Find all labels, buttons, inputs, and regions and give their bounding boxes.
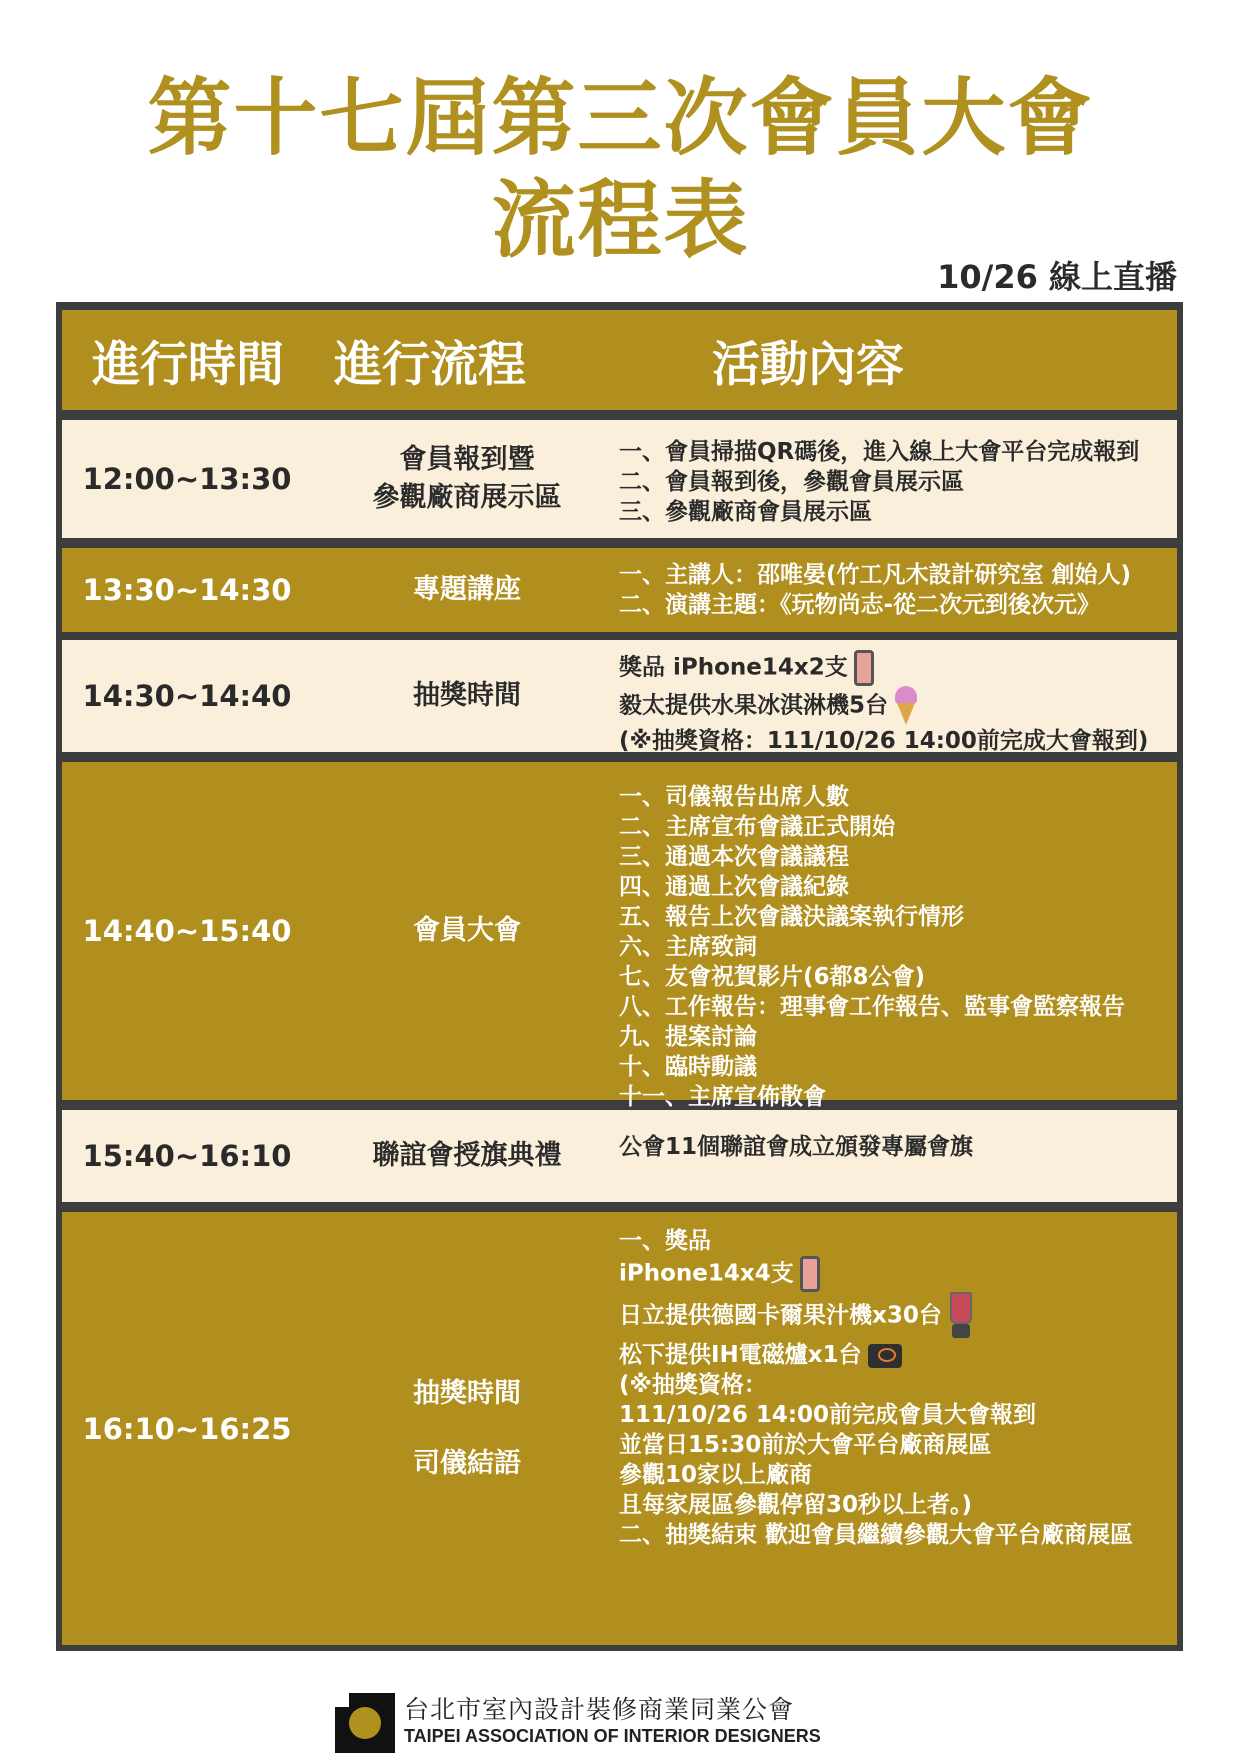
footer-name-en: TAIPEI ASSOCIATION OF INTERIOR DESIGNERS — [404, 1726, 821, 1746]
flow-line: 專題講座 — [413, 574, 521, 605]
row-flow — [312, 571, 622, 609]
table-row — [62, 420, 1177, 538]
flow-line: 參觀廠商展示區 — [372, 482, 562, 513]
ice-cream-icon — [894, 686, 918, 726]
content-line: 三、參觀廠商會員展示區 — [619, 499, 872, 525]
flow-line: 會員大會 — [413, 915, 521, 946]
content-line — [619, 1292, 1175, 1340]
table-row — [62, 1110, 1177, 1202]
content-line: 一、會員掃描QR碼後，進入線上大會平台完成報到 — [619, 439, 1140, 465]
broadcast-date: 10/26 線上直播 — [937, 258, 1177, 296]
row-content — [619, 1132, 1175, 1162]
header-time: 進行時間 — [92, 336, 285, 393]
content-line: 二、抽獎結束 歡迎會員繼續參觀大會平台廠商展區 — [619, 1522, 1134, 1548]
association-logo — [335, 1693, 395, 1753]
blender-icon — [948, 1292, 974, 1340]
header-flow: 進行流程 — [334, 336, 527, 393]
content-line: 五、報告上次會議決議案執行情形 — [619, 904, 964, 930]
prize-text: 獎品 iPhone14x2支 — [619, 654, 848, 681]
row-time: 12:00~13:30 — [82, 462, 292, 496]
row-flow — [312, 1359, 622, 1499]
content-line: 一、獎品 — [619, 1228, 711, 1254]
row-time: 15:40~16:10 — [82, 1139, 292, 1173]
table-row — [62, 762, 1177, 1110]
content-line: 十一、主席宣佈散會 — [619, 1084, 826, 1110]
row-content — [619, 1226, 1175, 1550]
table-header — [62, 310, 1177, 410]
content-line: 一、主講人：邵唯晏(竹工凡木設計研究室 創始人) — [619, 562, 1132, 588]
content-line: 二、會員報到後，參觀會員展示區 — [619, 469, 964, 495]
table-row — [62, 548, 1177, 632]
row-flow — [312, 677, 622, 715]
row-content — [619, 437, 1175, 527]
table-row — [62, 640, 1177, 752]
footer-name-cn: 台北市室內設計裝修商業同業公會 — [404, 1695, 795, 1724]
schedule-table — [56, 302, 1183, 1651]
content-line: 並當日15:30前於大會平台廠商展區 — [619, 1432, 992, 1458]
content-line: 二、主席宣布會議正式開始 — [619, 814, 895, 840]
prize-text: iPhone14x4支 — [619, 1260, 794, 1287]
row-content — [619, 650, 1175, 757]
content-line: 七、友會祝賀影片(6都8公會) — [619, 964, 926, 990]
flow-line: 聯誼會授旗典禮 — [372, 1140, 562, 1171]
row-content — [619, 782, 1175, 1112]
content-line: 參觀10家以上廠商 — [619, 1462, 813, 1488]
logo-circle — [349, 1707, 381, 1739]
page-title: 第十七屆第三次會員大會 — [147, 69, 1094, 167]
flow-line: 抽獎時間 — [413, 680, 521, 711]
row-content — [619, 560, 1175, 620]
content-line: (※抽獎資格：111/10/26 14:00前完成大會報到) — [619, 728, 1149, 754]
content-line: 六、主席致詞 — [619, 934, 757, 960]
header-content: 活動內容 — [712, 336, 905, 393]
row-flow — [312, 441, 622, 517]
row-time: 16:10~16:25 — [82, 1411, 292, 1446]
logo-notch — [335, 1693, 349, 1707]
prize-text: 松下提供IH電磁爐x1台 — [619, 1342, 862, 1368]
content-line: 公會11個聯誼會成立頒發專屬會旗 — [619, 1134, 974, 1160]
page-title-line2: 流程表 — [491, 171, 750, 269]
content-line: 四、通過上次會議紀錄 — [619, 874, 849, 900]
content-line: 二、演講主題：《玩物尚志-從二次元到後次元》 — [619, 592, 1101, 618]
row-time: 14:30~14:40 — [82, 679, 292, 713]
row-flow — [312, 1137, 622, 1175]
content-line: 九、提案討論 — [619, 1024, 757, 1050]
content-line — [619, 686, 1175, 726]
row-time: 13:30~14:30 — [82, 573, 292, 607]
phone-icon — [854, 650, 874, 686]
flow-line: 會員報到暨 — [399, 444, 535, 475]
row-flow — [312, 912, 622, 950]
cooktop-icon — [868, 1344, 902, 1368]
content-line — [619, 1340, 1175, 1370]
content-line: 十、臨時動議 — [619, 1054, 757, 1080]
row-time: 14:40~15:40 — [82, 914, 292, 948]
flow-line: 抽獎時間 — [413, 1377, 521, 1409]
content-line: 一、司儀報告出席人數 — [619, 784, 849, 810]
phone-icon — [800, 1256, 820, 1292]
table-row — [62, 1212, 1177, 1645]
content-line: (※抽獎資格： — [619, 1372, 767, 1398]
content-line — [619, 650, 1175, 686]
content-line — [619, 1256, 1175, 1292]
prize-text: 日立提供德國卡爾果汁機x30台 — [619, 1302, 942, 1329]
content-line: 三、通過本次會議議程 — [619, 844, 849, 870]
content-line: 111/10/26 14:00前完成會員大會報到 — [619, 1402, 1037, 1428]
content-line: 八、工作報告：理事會工作報告、監事會監察報告 — [619, 994, 1125, 1020]
flow-line: 司儀結語 — [413, 1447, 521, 1479]
prize-text: 毅太提供水果冰淇淋機5台 — [619, 692, 889, 719]
content-line: 且每家展區參觀停留30秒以上者。) — [619, 1492, 973, 1518]
